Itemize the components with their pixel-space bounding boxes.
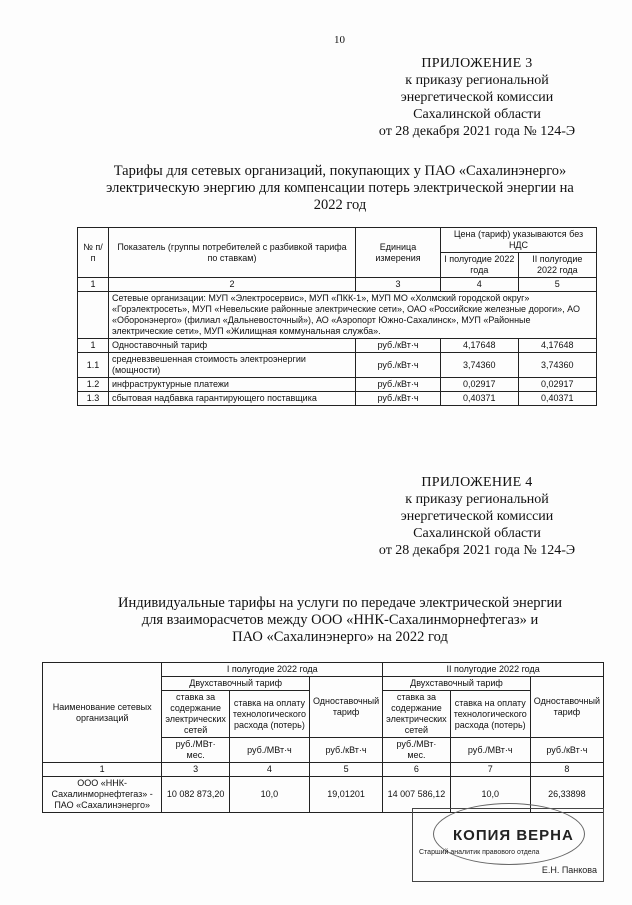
header-rate-losses-1: ставка на оплату технологического расхода (потерь): [229, 691, 309, 738]
row-name: сбытовая надбавка гарантирующего поставщика: [109, 392, 356, 406]
table-index-row: [78, 278, 597, 292]
table-row: [78, 392, 597, 406]
header-half1: I полугодие 2022 года: [441, 253, 519, 278]
index-cell: 3: [356, 278, 441, 292]
index-cell: 4: [441, 278, 519, 292]
header-half2: II полугодие 2022 года: [383, 663, 604, 677]
row-value-half1: 4,17648: [441, 339, 519, 353]
row-value-half1: 0,40371: [441, 392, 519, 406]
index-cell: 5: [518, 278, 596, 292]
header-indicator: Показатель (группы потребителей с разбивкой тарифа по ставкам): [109, 228, 356, 278]
stamp-position: Старший аналитик правового отдела: [419, 849, 540, 856]
table-row: [78, 378, 597, 392]
table-index-row: [43, 763, 604, 777]
row-value-half1: 3,74360: [441, 353, 519, 378]
appendix-4-line3: Сахалинской области: [413, 526, 541, 541]
index-cell: 8: [530, 763, 603, 777]
network-organizations-list: Сетевые организации: МУП «Электросервис», МУП «ПКК-1», МУП МО «Холмский городской округ» «Горэлектросеть», МУП «Невельские районные электрические сети», ОАО «Российские железные дороги», АО «Оборонэнерго» (филиал «Дальневосточный»), АО «Аэропорт Южно-Сахалинск», МУП «Районные электрические сети», МУП «Жилищная коммунальная служба».: [109, 292, 597, 339]
row-value: 10 082 873,20: [162, 777, 230, 813]
row-num: 1.1: [78, 353, 109, 378]
index-cell: 7: [450, 763, 530, 777]
row-unit: руб./кВт·ч: [356, 392, 441, 406]
tariff-table-losses: [77, 227, 597, 406]
row-unit: руб./кВт·ч: [356, 339, 441, 353]
index-cell: 3: [162, 763, 230, 777]
certified-copy-stamp: [412, 808, 604, 882]
header-one-rate-2: Одноставочный тариф: [530, 677, 603, 738]
unit-cell: руб./МВт·ч: [229, 738, 309, 763]
header-price: Цена (тариф) указываются без НДС: [441, 228, 597, 253]
index-cell: 2: [109, 278, 356, 292]
row-value-half2: 3,74360: [518, 353, 596, 378]
group-row: [78, 292, 597, 339]
row-value: 19,01201: [309, 777, 382, 813]
index-cell: 4: [229, 763, 309, 777]
appendix-3-line4: от 28 декабря 2021 года № 124-Э: [378, 124, 576, 139]
table2-title: [90, 595, 590, 646]
individual-tariff-table: [42, 662, 604, 813]
header-one-rate-1: Одноставочный тариф: [309, 677, 382, 738]
header-num: № п/п: [78, 228, 109, 278]
header-unit: Единица измерения: [356, 228, 441, 278]
row-unit: руб./кВт·ч: [356, 353, 441, 378]
header-half2: II полугодие 2022 года: [518, 253, 596, 278]
table1-title: [90, 163, 590, 214]
appendix-3-title: ПРИЛОЖЕНИЕ 3: [421, 56, 533, 71]
row-name: средневзвешенная стоимость электроэнергии (мощности): [109, 353, 356, 378]
appendix-4-line1: к приказу региональной: [405, 492, 549, 507]
index-cell: 5: [309, 763, 382, 777]
appendix-3-line3: Сахалинской области: [413, 107, 541, 122]
table2-title-line3: ПАО «Сахалинэнерго» на 2022 год: [232, 629, 448, 645]
row-organization: ООО «ННК-Сахалинморнефтегаз» - ПАО «Сахалинэнерго»: [43, 777, 162, 813]
table1-title-line3: 2022 год: [313, 197, 367, 213]
header-organizations: Наименование сетевых организаций: [43, 663, 162, 763]
appendix-3-header: [352, 55, 602, 140]
row-num: 1.2: [78, 378, 109, 392]
table2-title-line1: Индивидуальные тарифы на услуги по передаче электрической энергии: [118, 595, 562, 611]
header-half1: I полугодие 2022 года: [162, 663, 383, 677]
header-two-rate-2: Двухставочный тариф: [383, 677, 531, 691]
row-value: 10,0: [229, 777, 309, 813]
unit-cell: руб./МВт· мес.: [383, 738, 451, 763]
index-cell: 6: [383, 763, 451, 777]
table1-title-line1: Тарифы для сетевых организаций, покупающих у ПАО «Сахалинэнерго»: [113, 163, 567, 179]
header-rate-maintenance-2: ставка за содержание электрических сетей: [383, 691, 451, 738]
row-name: Одноставочный тариф: [109, 339, 356, 353]
row-value-half2: 0,02917: [518, 378, 596, 392]
appendix-4-line4: от 28 декабря 2021 года № 124-Э: [378, 543, 576, 558]
row-value: 14 007 586,12: [383, 777, 451, 813]
stamp-text: КОПИЯ ВЕРНА: [453, 827, 574, 844]
row-num: 1: [78, 339, 109, 353]
appendix-4-header: [352, 474, 602, 559]
stamp-signatory: Е.Н. Панкова: [541, 865, 597, 875]
row-num: 1.3: [78, 392, 109, 406]
row-value: 10,0: [450, 777, 530, 813]
appendix-3-line1: к приказу региональной: [405, 73, 549, 88]
unit-cell: руб./МВт· мес.: [162, 738, 230, 763]
appendix-3-line2: энергетической комиссии: [400, 90, 554, 105]
unit-cell: руб./кВт·ч: [309, 738, 382, 763]
row-value-half2: 0,40371: [518, 392, 596, 406]
row-value: 26,33898: [530, 777, 603, 813]
unit-cell: руб./МВт·ч: [450, 738, 530, 763]
page-number: 10: [334, 34, 345, 46]
table2-title-line2: для взаиморасчетов между ООО «ННК-Сахалинморнефтегаз» и: [141, 612, 539, 628]
table1-title-line2: электрическую энергию для компенсации потерь электрической энергии на: [106, 180, 574, 196]
row-value-half2: 4,17648: [518, 339, 596, 353]
header-rate-maintenance-1: ставка за содержание электрических сетей: [162, 691, 230, 738]
table-row: [78, 339, 597, 353]
header-two-rate-1: Двухставочный тариф: [162, 677, 310, 691]
unit-cell: руб./кВт·ч: [530, 738, 603, 763]
row-value-half1: 0,02917: [441, 378, 519, 392]
index-cell: 1: [43, 763, 162, 777]
index-cell: 1: [78, 278, 109, 292]
row-name: инфраструктурные платежи: [109, 378, 356, 392]
appendix-4-line2: энергетической комиссии: [400, 509, 554, 524]
header-rate-losses-2: ставка на оплату технологического расхода (потерь): [450, 691, 530, 738]
table-row: [78, 353, 597, 378]
row-unit: руб./кВт·ч: [356, 378, 441, 392]
appendix-4-title: ПРИЛОЖЕНИЕ 4: [421, 475, 533, 490]
